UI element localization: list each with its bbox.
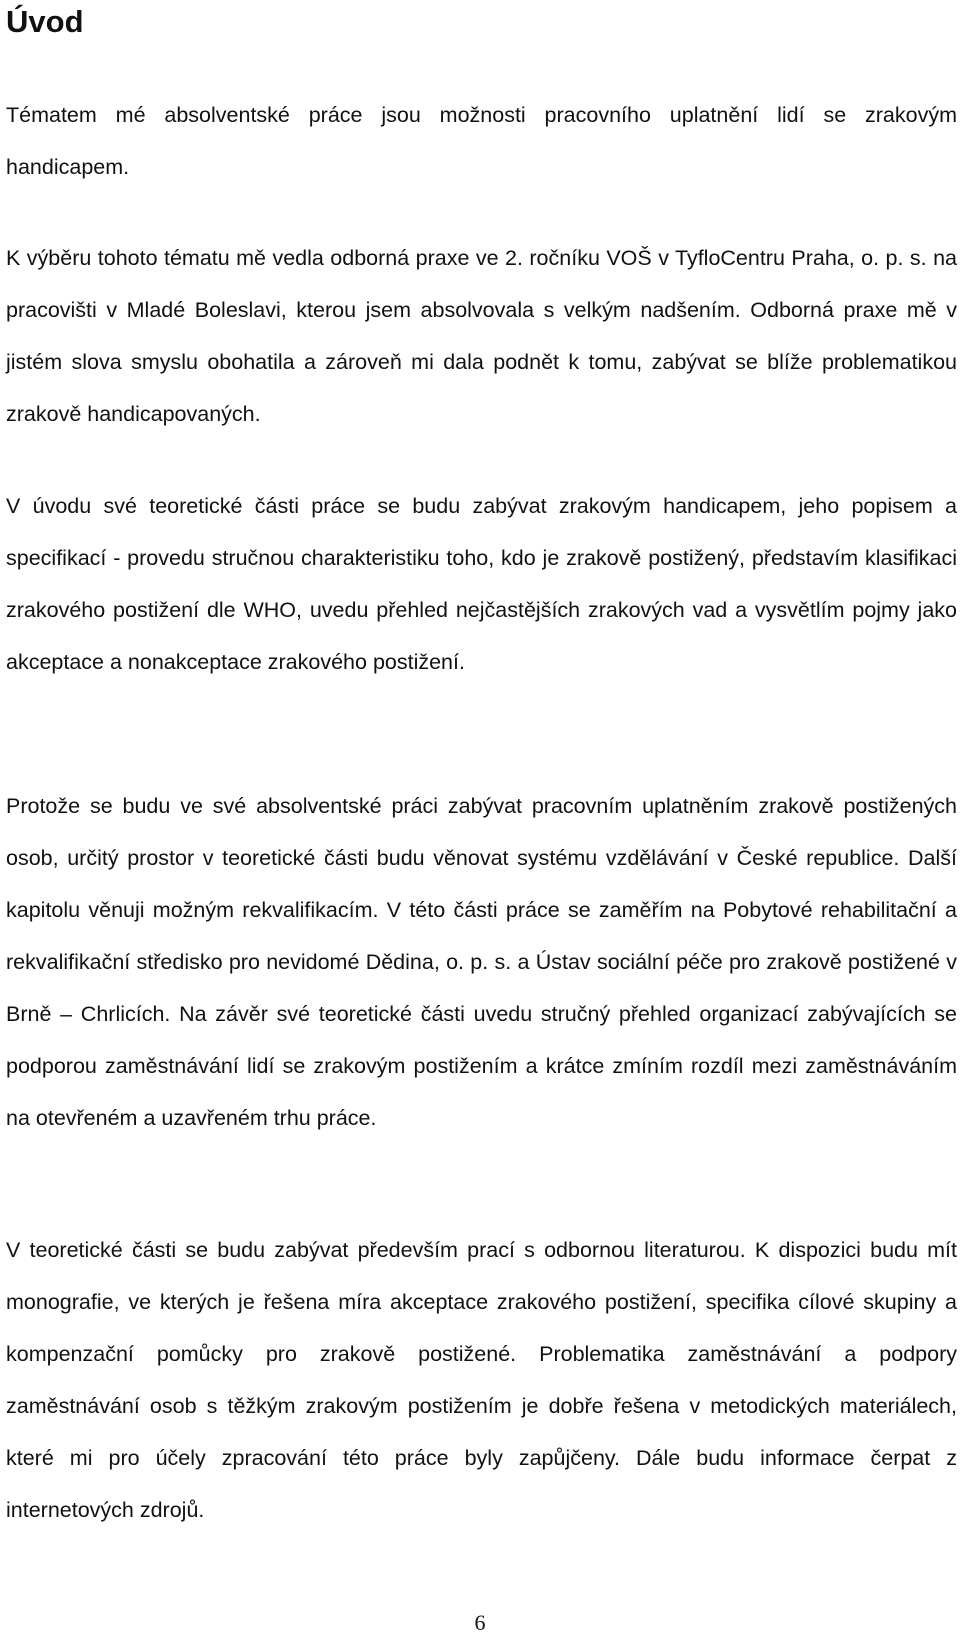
paragraph-employment: Protože se budu ve své absolventské práci zabývat pracovním uplatněním zrakově postižených osob, určitý prostor v teoretické části budu věnovat systému vzdělávání v České republice. Další kapitolu věnuji možným rekvalifikacím. V této části práce se zaměřím na Pobytové rehabilitační a rekvalifikační středisko pro nevidomé Dědina, o. p. s. a Ústav sociální péče pro zrakově postižené v Brně – Chrlicích. Na závěr své teoretické části uvedu stručný přehled organizací zabývajících se podporou zaměstnávání lidí se zrakovým postižením a krátce zmíním rozdíl mezi zaměstnáváním na otevřeném a uzavřeném trhu práce. bbox=[6, 794, 957, 1130]
page-number: 6 bbox=[474, 1610, 486, 1635]
paragraph-motivation: K výběru tohoto tématu mě vedla odborná praxe ve 2. ročníku VOŠ v TyfloCentru Praha, o. p. s. na pracovišti v Mladé Boleslavi, kterou jsem absolvovala s velkým nadšením. Odborná praxe mě v jistém slova smyslu obohatila a zároveň mi dala podnět k tomu, zabývat se blíže problematikou zrakově handicapovaných. bbox=[6, 246, 957, 426]
page-title: Úvod bbox=[6, 4, 84, 39]
paragraph-sources: V teoretické části se budu zabývat především prací s odbornou literaturou. K dispozici budu mít monografie, ve kterých je řešena míra akceptace zrakového postižení, specifika cílové skupiny a kompenzační pomůcky pro zrakově postižené. Problematika zaměstnávání a podpory zaměstnávání osob s těžkým zrakovým postižením je dobře řešena v metodických materiálech, které mi pro účely zpracování této práce byly zapůjčeny. Dále budu informace čerpat z internetových zdrojů. bbox=[6, 1238, 957, 1522]
paragraph-theory-intro: V úvodu své teoretické části práce se budu zabývat zrakovým handicapem, jeho popisem a specifikací - provedu stručnou charakteristiku toho, kdo je zrakově postižený, představím klasifikaci zrakového postižení dle WHO, uvedu přehled nejčastějších zrakových vad a vysvětlím pojmy jako akceptace a nonakceptace zrakového postižení. bbox=[6, 494, 957, 674]
paragraph-topic: Tématem mé absolventské práce jsou možnosti pracovního uplatnění lidí se zrakovým handicapem. bbox=[6, 103, 957, 179]
